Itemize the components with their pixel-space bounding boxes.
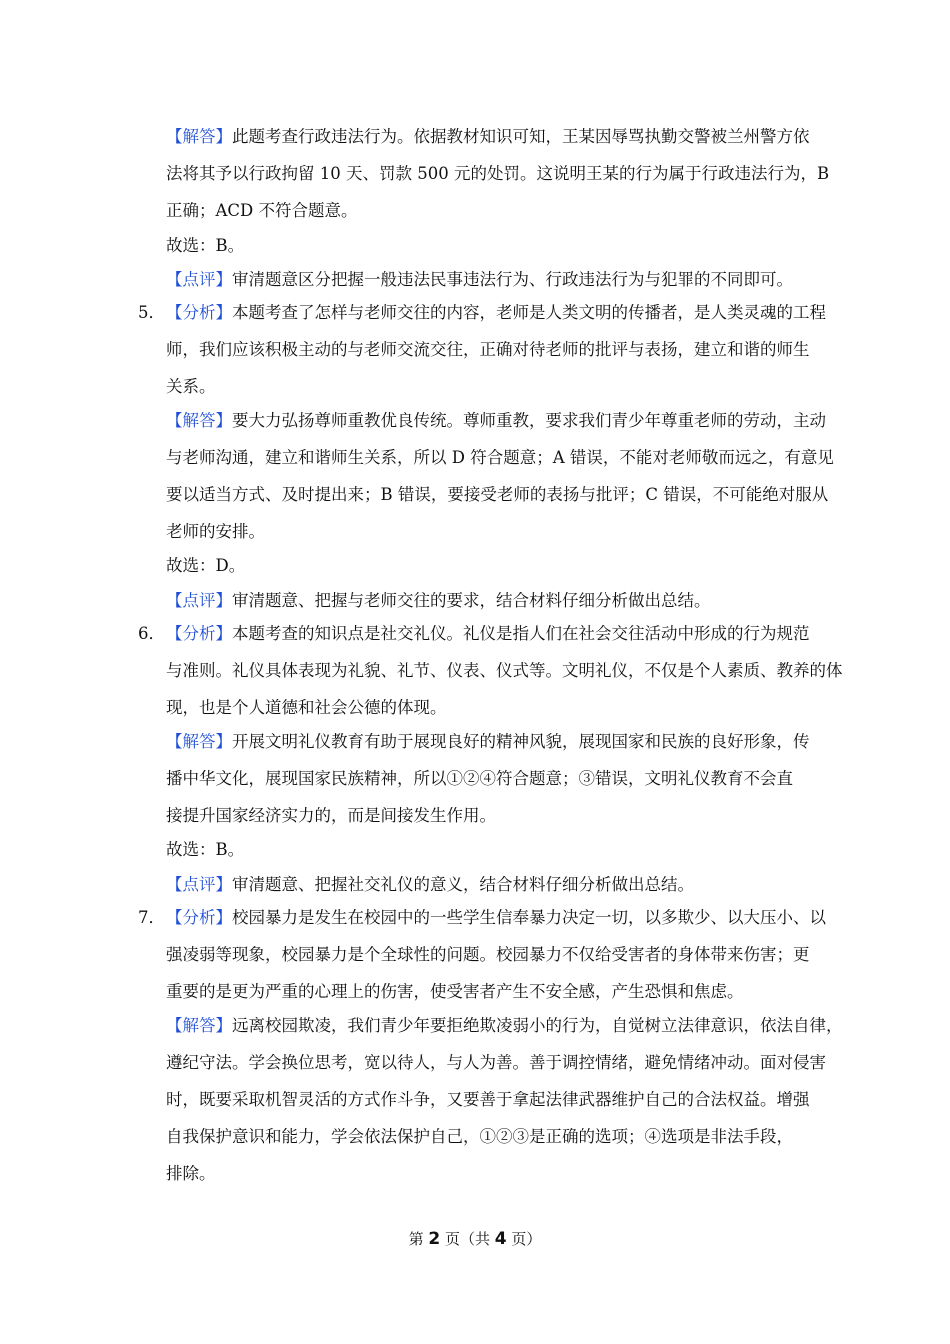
q7-analysis-line-3: 重要的是更为严重的心理上的伤害，使受害者产生不安全感，产生恐惧和焦虑。 — [166, 982, 744, 1001]
q7-answer-line-3: 时，既要采取机智灵活的方式作斗争，又要善于拿起法律武器维护自己的合法权益。增强 — [166, 1090, 810, 1109]
q7-analysis-line-1: 【分析】校园暴力是发生在校园中的一些学生信奉暴力决定一切，以多欺少、以大压小、以 — [166, 908, 826, 927]
q6-answer-line-3: 接提升国家经济实力的，而是间接发生作用。 — [166, 806, 496, 825]
q7-answer-line-4: 自我保护意识和能力，学会依法保护自己，①②③是正确的选项；④选项是非法手段， — [166, 1127, 793, 1146]
q4-answer-line-3: 正确；ACD 不符合题意。 — [166, 201, 358, 220]
q7-answer-line-1: 【解答】远离校园欺凌，我们青少年要拒绝欺凌弱小的行为，自觉树立法律意识，依法自律， — [166, 1016, 843, 1035]
q5-answer-line-2: 与老师沟通，建立和谐师生关系，所以 D 符合题意；A 错误，不能对老师敬而远之，有意见 — [166, 448, 834, 467]
q5-analysis-line-3: 关系。 — [166, 377, 216, 396]
q6-analysis-line-3: 现，也是个人道德和社会公德的体现。 — [166, 698, 447, 717]
current-page-number: 2 — [428, 1229, 441, 1249]
answer-tag: 【解答】 — [166, 411, 232, 430]
q6-number: 6． — [138, 624, 165, 643]
q6-analysis-line-1: 【分析】本题考查的知识点是社交礼仪。礼仪是指人们在社会交往活动中形成的行为规范 — [166, 624, 810, 643]
q5-comment: 【点评】审清题意、把握与老师交往的要求，结合材料仔细分析做出总结。 — [166, 591, 711, 610]
q5-analysis-line-1: 【分析】本题考查了怎样与老师交往的内容，老师是人类文明的传播者，是人类灵魂的工程 — [166, 303, 826, 322]
q5-analysis-line-2: 师，我们应该积极主动的与老师交流交往，正确对待老师的批评与表扬，建立和谐的师生 — [166, 340, 810, 359]
q6-choice: 故选：B。 — [166, 840, 245, 859]
q5-answer-line-4: 老师的安排。 — [166, 522, 265, 541]
q6-answer-line-1: 【解答】开展文明礼仪教育有助于展现良好的精神风貌，展现国家和民族的良好形象，传 — [166, 732, 810, 751]
analysis-tag: 【分析】 — [166, 303, 232, 322]
q7-answer-line-2: 遵纪守法。学会换位思考，宽以待人，与人为善。善于调控情绪，避免情绪冲动。面对侵害 — [166, 1053, 826, 1072]
q5-choice: 故选：D。 — [166, 556, 246, 575]
total-page-number: 4 — [494, 1229, 507, 1249]
q4-choice: 故选：B。 — [166, 236, 245, 255]
analysis-tag: 【分析】 — [166, 908, 232, 927]
answer-tag: 【解答】 — [166, 127, 232, 146]
q7-analysis-line-2: 强凌弱等现象，校园暴力是个全球性的问题。校园暴力不仅给受害者的身体带来伤害；更 — [166, 945, 810, 964]
q6-comment: 【点评】审清题意、把握社交礼仪的意义，结合材料仔细分析做出总结。 — [166, 875, 694, 894]
answer-tag: 【解答】 — [166, 1016, 232, 1035]
q7-answer-line-5: 排除。 — [166, 1164, 216, 1183]
q4-comment: 【点评】审清题意区分把握一般违法民事违法行为、行政违法行为与犯罪的不同即可。 — [166, 270, 793, 289]
q5-answer-line-1: 【解答】要大力弘扬尊师重教优良传统。尊师重教，要求我们青少年尊重老师的劳动，主动 — [166, 411, 826, 430]
q7-number: 7． — [138, 908, 165, 927]
q6-analysis-line-2: 与准则。礼仪具体表现为礼貌、礼节、仪表、仪式等。文明礼仪，不仅是个人素质、教养的体 — [166, 661, 843, 680]
comment-tag: 【点评】 — [166, 591, 232, 610]
q4-answer-line-2: 法将其予以行政拘留 10 天、罚款 500 元的处罚。这说明王某的行为属于行政违法行为，B — [166, 164, 830, 183]
page-footer: 第 2 页（共 4 页） — [408, 1229, 542, 1249]
q5-answer-line-3: 要以适当方式、及时提出来；B 错误，要接受老师的表扬与批评；C 错误，不可能绝对服从 — [166, 485, 829, 504]
q4-answer-line-1: 【解答】此题考查行政违法行为。依据教材知识可知，王某因辱骂执勤交警被兰州警方依 — [166, 127, 810, 146]
answer-tag: 【解答】 — [166, 732, 232, 751]
comment-tag: 【点评】 — [166, 875, 232, 894]
analysis-tag: 【分析】 — [166, 624, 232, 643]
q5-number: 5． — [138, 303, 165, 322]
comment-tag: 【点评】 — [166, 270, 232, 289]
q6-answer-line-2: 播中华文化，展现国家民族精神，所以①②④符合题意；③错误，文明礼仪教育不会直 — [166, 769, 793, 788]
